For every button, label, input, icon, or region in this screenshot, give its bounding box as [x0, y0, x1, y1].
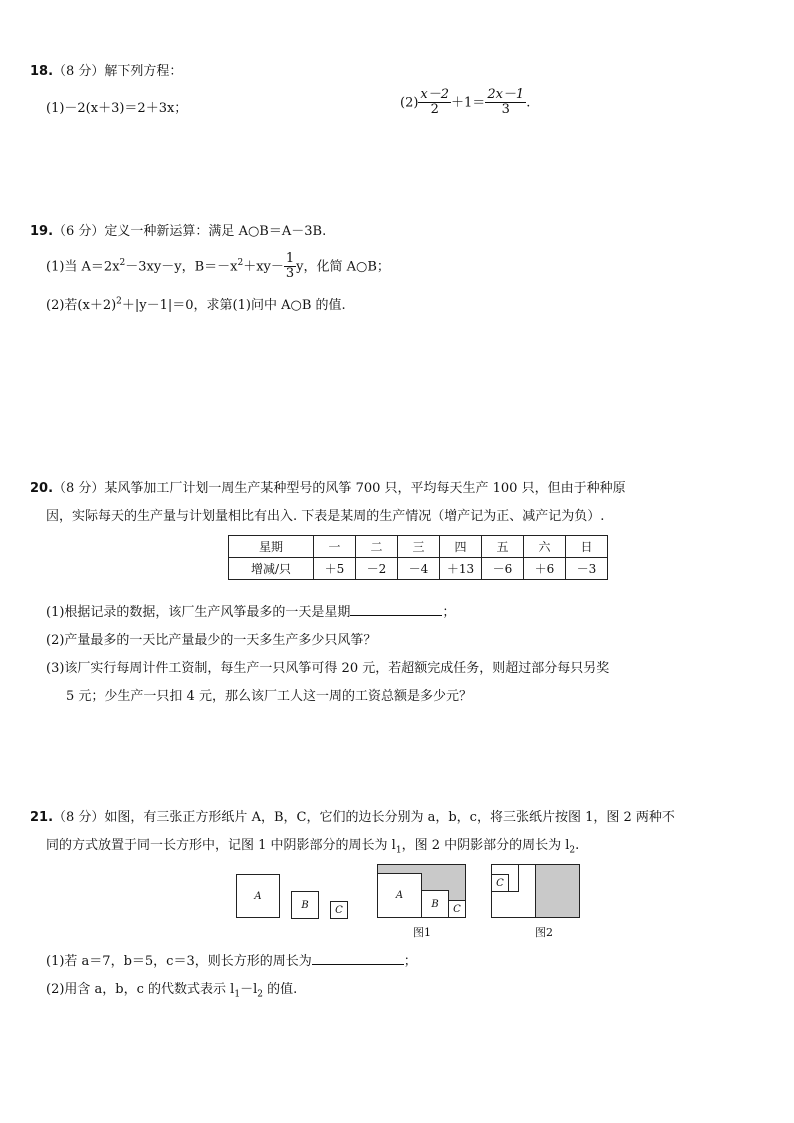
q18-part2-end: . [526, 95, 531, 111]
q21-part2 [46, 978, 297, 1000]
q18-frac2-den: 3 [501, 102, 510, 118]
q18-part2 [400, 88, 530, 118]
square-b [291, 891, 319, 919]
q20-part3-line1: (3)该厂实行每周计件工资制，每生产一只风筝可得 20 元，若超额完成任务，则超过部分每只另奖 [46, 661, 610, 676]
q19-part2 [46, 294, 346, 313]
q20-p1-end: ； [442, 605, 456, 620]
q21-p2-sub1: 1 [234, 989, 241, 1000]
q18-fraction-left [418, 88, 451, 118]
table-cell: －3 [566, 558, 608, 580]
q20-part1 [46, 601, 455, 620]
q21-part1 [46, 950, 417, 969]
q19-p2-sup: 2 [116, 296, 122, 307]
q19-p1-mid2: ＋xy－ [243, 259, 284, 275]
q21-line2-a: 同的方式放置于同一长方形中，记图 1 中阴影部分的周长为 l [46, 838, 396, 853]
q18-frac2-num: 2x－1 [487, 87, 525, 102]
table-cell: －6 [482, 558, 524, 580]
fig2-caption: 图2 [535, 926, 553, 939]
q21-number: 21. [30, 810, 54, 825]
q21-line2-end: . [575, 838, 580, 853]
table-cell: －2 [356, 558, 398, 580]
q21-p1-text: (1)若 a＝7，b＝5，c＝3，则长方形的周长为 [46, 954, 312, 969]
q21-p2-end: 的值. [262, 982, 298, 997]
table-cell: 日 [566, 536, 608, 558]
q19-p1-mid1: －3xy－y，B＝－x [125, 259, 238, 275]
q20-p1-text: (1)根据记录的数据，该厂生产风筝最多的一天是星期 [46, 605, 351, 620]
table-cell: ＋5 [314, 558, 356, 580]
table-cell: ＋13 [440, 558, 482, 580]
q20-number: 20. [30, 481, 54, 496]
fig1-c-label: C [453, 903, 461, 915]
q18-heading [30, 60, 182, 79]
q18-part1: (1)－2(x＋3)＝2＋3x； [46, 101, 188, 116]
q21-line2 [46, 834, 579, 856]
table-cell: 星期 [229, 536, 314, 558]
q19-p1-sup2: 2 [237, 257, 244, 268]
fig1-caption: 图1 [413, 926, 431, 939]
fig1-square-b [421, 890, 449, 918]
q18-part2-prefix: (2) [400, 95, 419, 111]
q18-part2-mid: ＋1＝ [451, 95, 486, 111]
fig1-a-label: A [395, 890, 404, 901]
fig2-square-c [491, 874, 509, 892]
q18-intro: （8 分）解下列方程： [53, 64, 183, 79]
q19-p1-end: y，化简 A○B； [296, 259, 390, 275]
table-cell: －4 [398, 558, 440, 580]
answer-blank[interactable] [312, 952, 404, 965]
square-c-label: C [335, 904, 343, 916]
q19-number: 19. [30, 224, 54, 239]
table-cell: ＋6 [524, 558, 566, 580]
q19-part1 [46, 252, 390, 282]
q21-p2-mid: －l [240, 982, 258, 997]
fig1-square-a [377, 873, 422, 918]
table-cell: 三 [398, 536, 440, 558]
q19-p2-prefix: (2)若(x＋2) [46, 298, 117, 313]
q19-p1-prefix: (1)当 A＝2x [46, 259, 120, 275]
table-cell: 增减/只 [229, 558, 314, 580]
table-cell: 二 [356, 536, 398, 558]
q18-frac1-num: x－2 [420, 87, 450, 102]
q21-line2-b: ，图 2 中阴影部分的周长为 l [401, 838, 570, 853]
table-cell: 四 [440, 536, 482, 558]
table-row [229, 536, 608, 558]
fig1-b-label: B [431, 898, 439, 910]
square-c [330, 901, 348, 919]
q19-heading [30, 220, 326, 239]
q20-line2: 因，实际每天的生产量与计划量相比有出入. 下表是某周的生产情况（增产记为正、减产记为负）. [46, 509, 605, 524]
q19-intro: （6 分）定义一种新运算：满足 A○B＝A－3B. [53, 224, 327, 239]
q20-part2: (2)产量最多的一天比产量最少的一天多生产多少只风筝？ [46, 633, 377, 648]
q18-number: 18. [30, 64, 54, 79]
q20-line1 [30, 477, 626, 496]
q21-line1-text: （8 分）如图，有三张正方形纸片 A，B，C，它们的边长分别为 a，b，c，将三张纸片按图 1，图 2 两种不 [53, 810, 675, 825]
q19-frac-num: 1 [285, 251, 295, 266]
table-cell: 六 [524, 536, 566, 558]
q19-frac-den: 3 [285, 266, 295, 282]
table-row [229, 558, 608, 580]
q19-fraction [284, 252, 296, 282]
q19-p2-end: ＋|y－1|＝0，求第(1)问中 A○B 的值. [121, 298, 346, 313]
q20-line1-text: （8 分）某风筝加工厂计划一周生产某种型号的风筝 700 只，平均每天生产 100 只，但由于种种原 [53, 481, 626, 496]
q18-frac1-den: 2 [430, 102, 439, 118]
answer-blank[interactable] [350, 603, 442, 616]
table-cell: 五 [482, 536, 524, 558]
q20-part3-line2: 5 元；少生产一只扣 4 元，那么该厂工人这一周的工资总额是多少元？ [66, 689, 472, 704]
q21-line2-sub1: 1 [395, 845, 402, 856]
q19-p1-sup1: 2 [119, 257, 126, 268]
square-a [236, 874, 280, 918]
q20-production-table [228, 535, 608, 580]
fig1-square-c [448, 900, 466, 918]
q21-p1-end: ； [403, 954, 417, 969]
q21-p2-sub2: 2 [257, 989, 263, 1000]
q21-p2-a: (2)用含 a，b，c 的代数式表示 l [46, 982, 235, 997]
q21-line1 [30, 806, 675, 825]
q21-line2-sub2: 2 [569, 845, 576, 856]
q18-fraction-right [485, 88, 526, 118]
table-cell: 一 [314, 536, 356, 558]
square-a-label: A [254, 890, 262, 902]
fig2-c-label: C [496, 877, 504, 889]
square-b-label: B [301, 899, 309, 911]
